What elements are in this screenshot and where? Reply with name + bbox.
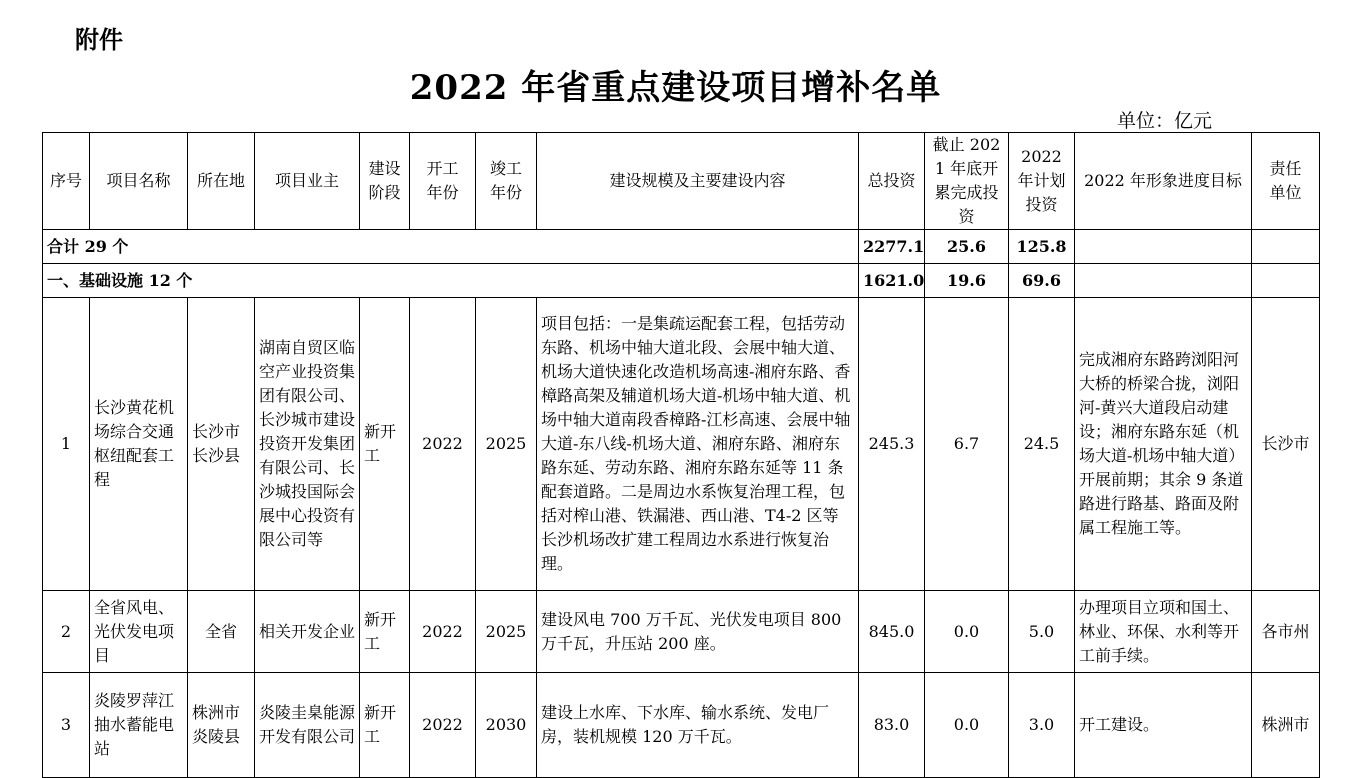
row-plan: 24.5: [1009, 298, 1075, 591]
section-plan: 69.6: [1009, 264, 1075, 298]
row-completed: 6.7: [925, 298, 1009, 591]
header-seq: 序号: [43, 133, 90, 230]
row-content: 建设上水库、下水库、输水系统、发电厂房，装机规模 120 万千瓦。: [537, 673, 859, 778]
total-completed: 25.6: [925, 230, 1009, 264]
row-start: 2022: [410, 298, 476, 591]
row-name: 全省风电、光伏发电项目: [90, 591, 188, 673]
row-content: 建设风电 700 万千瓦、光伏发电项目 800 万千瓦，升压站 200 座。: [537, 591, 859, 673]
row-name: 长沙黄花机场综合交通枢纽配套工程: [90, 298, 188, 591]
row-total: 845.0: [859, 591, 925, 673]
header-owner: 项目业主: [255, 133, 360, 230]
header-resp: 责任单位: [1252, 133, 1320, 230]
section-total: 1621.0: [859, 264, 925, 298]
project-table: [42, 132, 1320, 778]
total-target: [1075, 230, 1252, 264]
table-row: [43, 591, 1320, 673]
row-stage: 新开工: [360, 591, 410, 673]
row-start: 2022: [410, 673, 476, 778]
row-end: 2025: [476, 591, 537, 673]
row-target: 完成湘府东路跨浏阳河大桥的桥梁合拢，浏阳河-黄兴大道段启动建设；湘府东路东延（机场大道-机场中轴大道）开展前期；其余 9 条道路进行路基、路面及附属工程施工等。: [1075, 298, 1252, 591]
total-plan: 125.8: [1009, 230, 1075, 264]
row-stage: 新开工: [360, 673, 410, 778]
row-total: 245.3: [859, 298, 925, 591]
row-content: 项目包括：一是集疏运配套工程，包括劳动东路、机场中轴大道北段、会展中轴大道、机场大道快速化改造机场高速-湘府东路、香樟路高架及辅道机场大道-机场中轴大道、机场中轴大道南段香樟路-江杉高速、会展中轴大道-东八线-机场大道、湘府东路、湘府东路东延、劳动东路、湘府东路东延等 11 条配套道路。二是周边水系恢复治理工程，包括对榨山港、铁漏港、西山港、T4-2 区等长沙机场改扩建工程周边水系进行恢复治理。: [537, 298, 859, 591]
attachment-label: 附件: [75, 26, 123, 54]
row-completed: 0.0: [925, 591, 1009, 673]
header-completed: 截止 2021 年底开累完成投资: [925, 133, 1009, 230]
row-owner: 炎陵圭臬能源开发有限公司: [255, 673, 360, 778]
row-completed: 0.0: [925, 673, 1009, 778]
header-plan: 2022 年计划投资: [1009, 133, 1075, 230]
row-owner: 相关开发企业: [255, 591, 360, 673]
header-content: 建设规模及主要建设内容: [537, 133, 859, 230]
header-location: 所在地: [188, 133, 255, 230]
row-location: 株洲市炎陵县: [188, 673, 255, 778]
row-resp: 长沙市: [1252, 298, 1320, 591]
header-end: 竣工年份: [476, 133, 537, 230]
section-target: [1075, 264, 1252, 298]
section-resp: [1252, 264, 1320, 298]
total-label: 合计 29 个: [43, 230, 859, 264]
row-stage: 新开工: [360, 298, 410, 591]
total-total: 2277.1: [859, 230, 925, 264]
table-row: [43, 298, 1320, 591]
unit-label: 单位：亿元: [1117, 110, 1213, 132]
table-row: [43, 673, 1320, 778]
row-owner: 湖南自贸区临空产业投资集团有限公司、长沙城市建设投资开发集团有限公司、长沙城投国际会展中心投资有限公司等: [255, 298, 360, 591]
section-row: [43, 264, 1320, 298]
header-stage: 建设阶段: [360, 133, 410, 230]
row-plan: 5.0: [1009, 591, 1075, 673]
row-start: 2022: [410, 591, 476, 673]
header-target: 2022 年形象进度目标: [1075, 133, 1252, 230]
row-end: 2025: [476, 298, 537, 591]
section-completed: 19.6: [925, 264, 1009, 298]
row-seq: 1: [43, 298, 90, 591]
row-seq: 3: [43, 673, 90, 778]
header-name: 项目名称: [90, 133, 188, 230]
row-target: 开工建设。: [1075, 673, 1252, 778]
section-label: 一、基础设施 12 个: [43, 264, 859, 298]
total-row: [43, 230, 1320, 264]
row-resp: 株洲市: [1252, 673, 1320, 778]
row-total: 83.0: [859, 673, 925, 778]
row-plan: 3.0: [1009, 673, 1075, 778]
row-location: 全省: [188, 591, 255, 673]
row-seq: 2: [43, 591, 90, 673]
header-total: 总投资: [859, 133, 925, 230]
row-resp: 各市州: [1252, 591, 1320, 673]
header-row: [43, 133, 1320, 230]
row-location: 长沙市长沙县: [188, 298, 255, 591]
row-target: 办理项目立项和国土、林业、环保、水利等开工前手续。: [1075, 591, 1252, 673]
total-resp: [1252, 230, 1320, 264]
row-end: 2030: [476, 673, 537, 778]
row-name: 炎陵罗萍江抽水蓄能电站: [90, 673, 188, 778]
header-start: 开工年份: [410, 133, 476, 230]
document-title: 2022 年省重点建设项目增补名单: [409, 68, 942, 108]
